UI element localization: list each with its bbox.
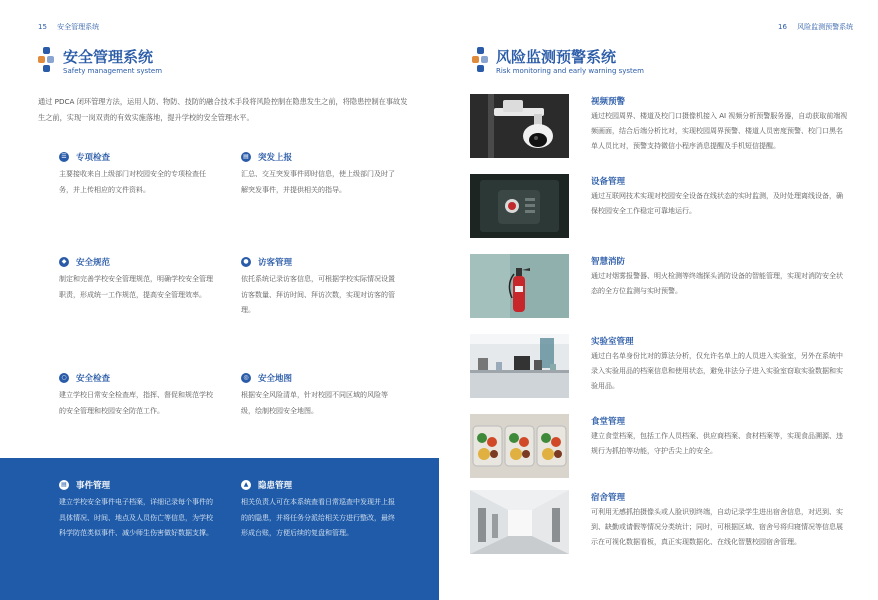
item-title: 实验室管理 (591, 337, 634, 347)
map-icon: ◎ (241, 373, 251, 383)
card-desc: 主要接收来自上级部门对校园安全的专项检查任务，并上传相应的文件资料。 (59, 170, 206, 194)
item-title: 宿舍管理 (591, 493, 626, 503)
page-header-left (38, 22, 107, 32)
card-title: 访客管理 (258, 258, 293, 268)
right-page (439, 0, 878, 600)
item-equipment-management (470, 174, 850, 238)
item-dormitory-management (470, 490, 850, 554)
search-icon: ○ (59, 373, 69, 383)
hazard-icon: ▲ (241, 480, 251, 490)
item-smart-fire (470, 254, 850, 318)
food-photo (470, 414, 569, 478)
page-title: 风险监测预警系统 (496, 48, 617, 66)
item-title: 设备管理 (591, 177, 626, 187)
fire-extinguisher-photo (470, 254, 569, 318)
item-title: 食堂管理 (591, 417, 626, 427)
document-icon: ▤ (59, 480, 69, 490)
card-title: 专项检查 (76, 153, 111, 163)
card-title: 事件管理 (76, 481, 111, 491)
card-desc: 建立学校安全事件电子档案，详细记录每个事件的具体情况、时间、地点及人员伤亡等信息，为学校科学防范类似事件、减少师生伤害做好数据支撑。 (59, 498, 213, 537)
item-desc: 通过校园周界、楼道及校门口摄像机接入 AI 视频分析预警服务器，自动获取前端视频画面，结合后端分析比对，实现校园周界预警、楼道人员密度预警、校门口黑名单人员比对，预警支持微信小程序消息提醒及手机短信提醒。 (591, 112, 848, 150)
item-desc: 可利用无感抓拍摄像头或人脸识别终端，自动记录学生进出宿舍信息，对迟到、实到、缺勤或请假等情况分类统计；同时，可根据区域、宿舍号将归寝情况等信息展示在可视化数据看板，真正实现数据化、在线化智慧校园宿舍管理。 (591, 508, 843, 546)
item-lab-management (470, 334, 850, 398)
visitor-icon: ● (241, 257, 251, 267)
item-title: 智慧消防 (591, 257, 626, 267)
item-desc: 通过白名单身份比对的算法分析，仅允许名单上的人员进入实验室，另外在系统中录入实验用品的档案信息和使用状态，避免非法分子进入实验室窃取实验数据和实验用品。 (591, 352, 843, 390)
page-subtitle: Risk monitoring and early warning system (496, 67, 644, 75)
header-label: 风险监测预警系统 (797, 23, 854, 31)
item-desc: 通过互联网技术实现对校园安全设备在线状态的实时监测，及时处理离线设备，确保校园安全工作稳定可靠地运行。 (591, 192, 843, 215)
card-title: 突发上报 (258, 153, 293, 163)
item-video-warning (470, 94, 850, 158)
page-title: 安全管理系统 (63, 48, 154, 66)
item-title: 视频预警 (591, 97, 626, 107)
card-desc: 汇总、交互突发事件即时信息，使上级部门及时了解突发事件，并提供相关的指导。 (241, 170, 395, 194)
card-desc: 制定和完善学校安全管理规范，明确学校安全管理职责，形成统一工作规范，提高安全管理效率。 (59, 275, 213, 299)
page-subtitle: Safety management system (63, 67, 163, 75)
shield-icon: ◆ (59, 257, 69, 267)
card-desc: 建立学校日常安全检查库，指挥、督促和规范学校的安全管理和校园安全防范工作。 (59, 391, 213, 415)
header-label: 安全管理系统 (57, 23, 100, 31)
item-desc: 通过对烟雾报警器、明火检测等终端探头消防设备的智能管理，实现对消防安全状态的全方位监测与实时预警。 (591, 272, 843, 295)
card-desc: 根据安全风险清单，针对校园不同区域的风险等级，绘制校园安全地图。 (241, 391, 388, 415)
page-number: 16 (778, 23, 787, 31)
card-desc: 相关负责人可在本系统查看日常巡查中发现并上报的的隐患，并将任务分派给相关方进行整改，最终形成台账，方便后续的复盘和管理。 (241, 498, 395, 537)
page-header-right (778, 22, 861, 32)
laboratory-photo (470, 334, 569, 398)
section-logo-icon (38, 47, 56, 77)
card-title: 安全地图 (258, 374, 293, 384)
dormitory-corridor-photo (470, 490, 569, 554)
item-canteen-management (470, 414, 850, 478)
card-title: 安全规范 (76, 258, 111, 268)
page-number: 15 (38, 23, 47, 31)
intro-paragraph: 通过 PDCA 闭环管理方法，运用人防、物防、技防的融合技术手段将风险控制在隐患发生之前，将隐患控制在事故发生之前，实现一岗双责的有效实施落地，提升学校的安全管理水平。 (38, 97, 408, 122)
equipment-photo (470, 174, 569, 238)
section-logo-icon (472, 47, 490, 77)
report-icon: ▤ (241, 152, 251, 162)
card-desc: 依托系统记录访客信息，可根据学校实际情况设置访客数量、拜访时间、拜访次数，实现对访客的管理。 (241, 275, 395, 314)
card-title: 隐患管理 (258, 481, 293, 491)
clipboard-icon: ☰ (59, 152, 69, 162)
item-desc: 建立食堂档案，包括工作人员档案、供应商档案、食材档案等，实现食品溯源、违规行为抓拍等功能，守护舌尖上的安全。 (591, 432, 843, 455)
security-camera-photo (470, 94, 569, 158)
blue-band (0, 458, 439, 600)
card-title: 安全检查 (76, 374, 111, 384)
